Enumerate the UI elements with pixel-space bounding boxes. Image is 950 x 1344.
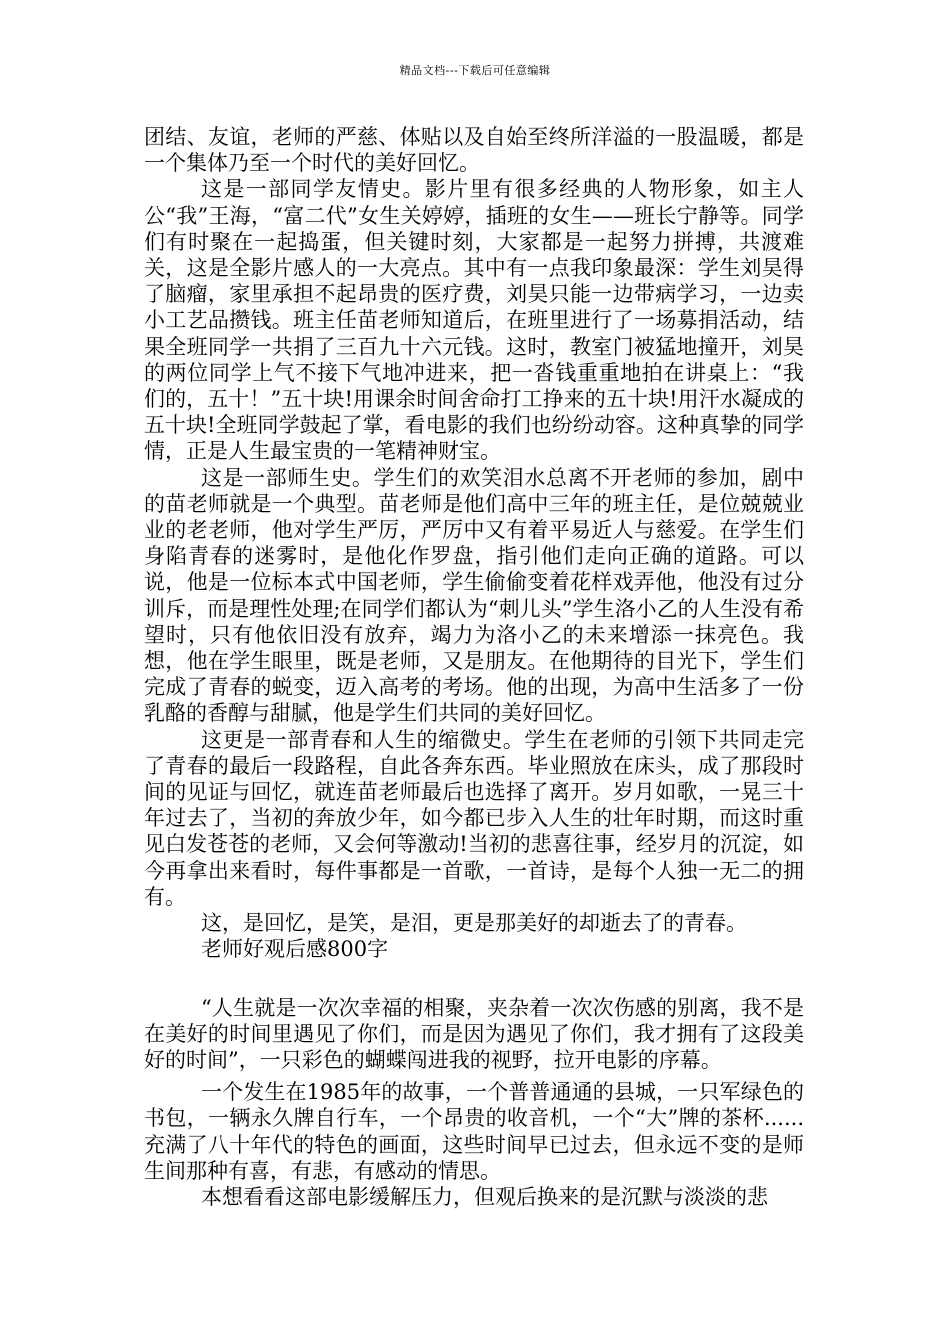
document-body	[144, 124, 804, 1210]
paragraph-watching-intent: 本想看看这部电影缓解压力，但观后换来的是沉默与淡淡的悲	[201, 1184, 768, 1209]
paragraph-1985-story: 一个发生在1985年的故事，一个普普通通的县城，一只军绿色的书包，一辆永久牌自行车，一个昂贵的收音机，一个“大”牌的茶杯......充满了八十年代的特色的画面，这些时间早已过去，但永远不变的是师生间那种有喜，有悲，有感动的情思。	[144, 1080, 804, 1183]
paragraph-conclusion: 这，是回忆，是笑，是泪，更是那美好的却逝去了的青春。	[201, 911, 747, 936]
paragraph-classmate-friendship: 这是一部同学友情史。影片里有很多经典的人物形象，如主人公“我”王海，“富二代”女生关婷婷，插班的女生——班长宁静等。同学们有时聚在一起捣蛋，但关键时刻，大家都是一起努力拼搏，共渡难关，这是全影片感人的一大亮点。其中有一点我印象最深：学生刘昊得了脑瘤，家里承担不起昂贵的医疗费，刘昊只能一边带病学习，一边卖小工艺品攒钱。班主任苗老师知道后，在班里进行了一场募捐活动，结果全班同学一共捐了三百九十六元钱。这时，教室门被猛地撞开，刘昊的两位同学上气不接下气地冲进来，把一沓钱重重地拍在讲桌上：“我们的，五十！”五十块!用课余时间舍命打工挣来的五十块!用汗水凝成的五十块!全班同学鼓起了掌，看电影的我们也纷纷动容。这种真挚的同学情，正是人生最宝贵的一笔精神财宝。	[144, 177, 804, 464]
blank-line	[144, 963, 804, 989]
essay-title: 老师好观后感800字	[201, 937, 389, 962]
page-header: 精品文档---下载后可任意编辑	[399, 64, 551, 77]
paragraph-youth-life: 这更是一部青春和人生的缩微史。学生在老师的引领下共同走完了青春的最后一段路程，自此各奔东西。毕业照放在床头，成了那段时间的见证与回忆，就连苗老师最后也选择了离开。岁月如歌，一晃三十年过去了，当初的奔放少年，如今都已步入人生的壮年时期，而这时重见白发苍苍的老师，又会何等激动!当初的悲喜往事，经岁月的沉淀，如今再拿出来看时，每件事都是一首歌，一首诗，是每个人独一无二的拥有。	[144, 727, 804, 909]
paragraph-teacher-student: 这是一部师生史。学生们的欢笑泪水总离不开老师的参加，剧中的苗老师就是一个典型。苗老师是他们高中三年的班主任，是位兢兢业业的老老师，他对学生严厉，严厉中又有着平易近人与慈爱。在学生们身陷青春的迷雾时，是他化作罗盘，指引他们走向正确的道路。可以说，他是一位标本式中国老师，学生偷偷变着花样戏弄他，他没有过分训斥，而是理性处理;在同学们都认为“刺儿头”学生洛小乙的人生没有希望时，只有他依旧没有放弃，竭力为洛小乙的未来增添一抹亮色。我想，他在学生眼里，既是老师，又是朋友。在他期待的目光下，学生们完成了青春的蜕变，迈入高考的考场。他的出现，为高中生活多了一份乳酪的香醇与甜腻，他是学生们共同的美好回忆。	[144, 465, 804, 726]
paragraph-continuation: 团结、友谊，老师的严慈、体贴以及自始至终所洋溢的一股温暖，都是一个集体乃至一个时代的美好回忆。	[144, 125, 804, 176]
paragraph-opening-quote: “人生就是一次次幸福的相聚，夹杂着一次次伤感的别离，我不是在美好的时间里遇见了你们，而是因为遇见了你们，我才拥有了这段美好的时间”，一只彩色的蝴蝶闯进我的视野，拉开电影的序幕。	[144, 995, 804, 1072]
